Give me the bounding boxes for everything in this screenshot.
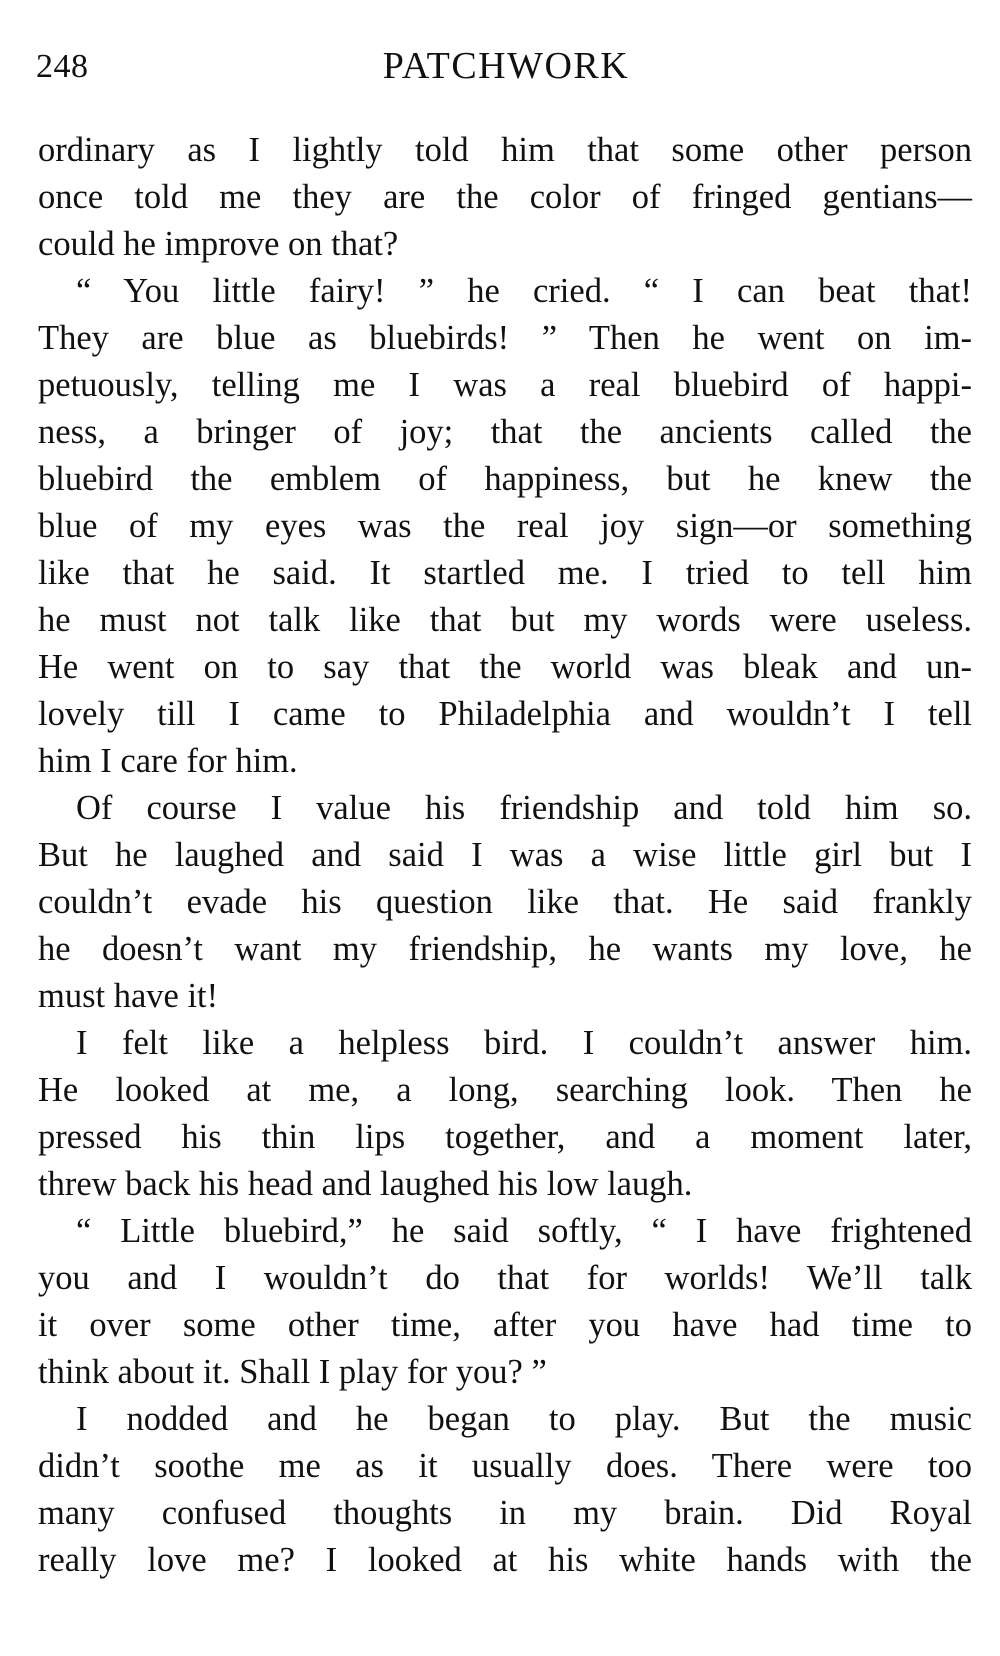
text-line: must have it!: [38, 977, 219, 1015]
text-line: I felt like a helpless bird. I couldn’t answer him.: [76, 1024, 972, 1062]
text-line: him I care for him.: [38, 742, 298, 780]
text-line: petuously, telling me I was a real bluebird of happi-: [38, 366, 972, 404]
running-head: PATCHWORK: [382, 45, 630, 87]
text-line: Of course I value his friendship and told him so.: [76, 789, 972, 827]
text-line: He looked at me, a long, searching look. Then he: [38, 1071, 972, 1109]
text-line: could he improve on that?: [38, 225, 399, 263]
text-line: didn’t soothe me as it usually does. There were too: [38, 1447, 972, 1485]
text-line: They are blue as bluebirds! ” Then he went on im-: [38, 319, 972, 357]
text-line: once told me they are the color of fringed gentians—: [38, 178, 972, 216]
text-line: you and I wouldn’t do that for worlds! We’ll talk: [38, 1259, 972, 1297]
text-line: “ Little bluebird,” he said softly, “ I have frightened: [76, 1212, 972, 1250]
body-text: [38, 127, 972, 1584]
text-line: like that he said. It startled me. I tried to tell him: [38, 554, 972, 592]
text-line: bluebird the emblem of happiness, but he knew the: [38, 460, 972, 498]
paragraph: [38, 785, 972, 1020]
text-line: he doesn’t want my friendship, he wants my love, he: [38, 930, 972, 968]
text-line: he must not talk like that but my words were useless.: [38, 601, 972, 639]
text-line: “ You little fairy! ” he cried. “ I can beat that!: [76, 272, 972, 310]
text-line: ness, a bringer of joy; that the ancients called the: [38, 413, 972, 451]
page-number: 248: [36, 48, 89, 85]
text-line: But he laughed and said I was a wise little girl but I: [38, 836, 972, 874]
text-line: many confused thoughts in my brain. Did Royal: [38, 1494, 972, 1532]
text-line: really love me? I looked at his white hands with the: [38, 1541, 972, 1579]
paragraph: [38, 1208, 972, 1396]
paragraph: [38, 268, 972, 785]
paragraph: [38, 1396, 972, 1584]
page-header: [36, 38, 976, 98]
paragraph: [38, 1020, 972, 1208]
text-line: I nodded and he began to play. But the music: [76, 1400, 972, 1438]
text-line: threw back his head and laughed his low laugh.: [38, 1165, 693, 1203]
text-line: couldn’t evade his question like that. He said frankly: [38, 883, 972, 921]
text-line: pressed his thin lips together, and a moment later,: [38, 1118, 972, 1156]
text-line: He went on to say that the world was bleak and un-: [38, 648, 972, 686]
text-line: ordinary as I lightly told him that some other person: [38, 131, 972, 169]
text-line: think about it. Shall I play for you? ”: [38, 1353, 547, 1391]
text-line: blue of my eyes was the real joy sign—or something: [38, 507, 972, 545]
text-line: it over some other time, after you have had time to: [38, 1306, 972, 1344]
text-line: lovely till I came to Philadelphia and wouldn’t I tell: [38, 695, 972, 733]
paragraph: [38, 127, 972, 268]
